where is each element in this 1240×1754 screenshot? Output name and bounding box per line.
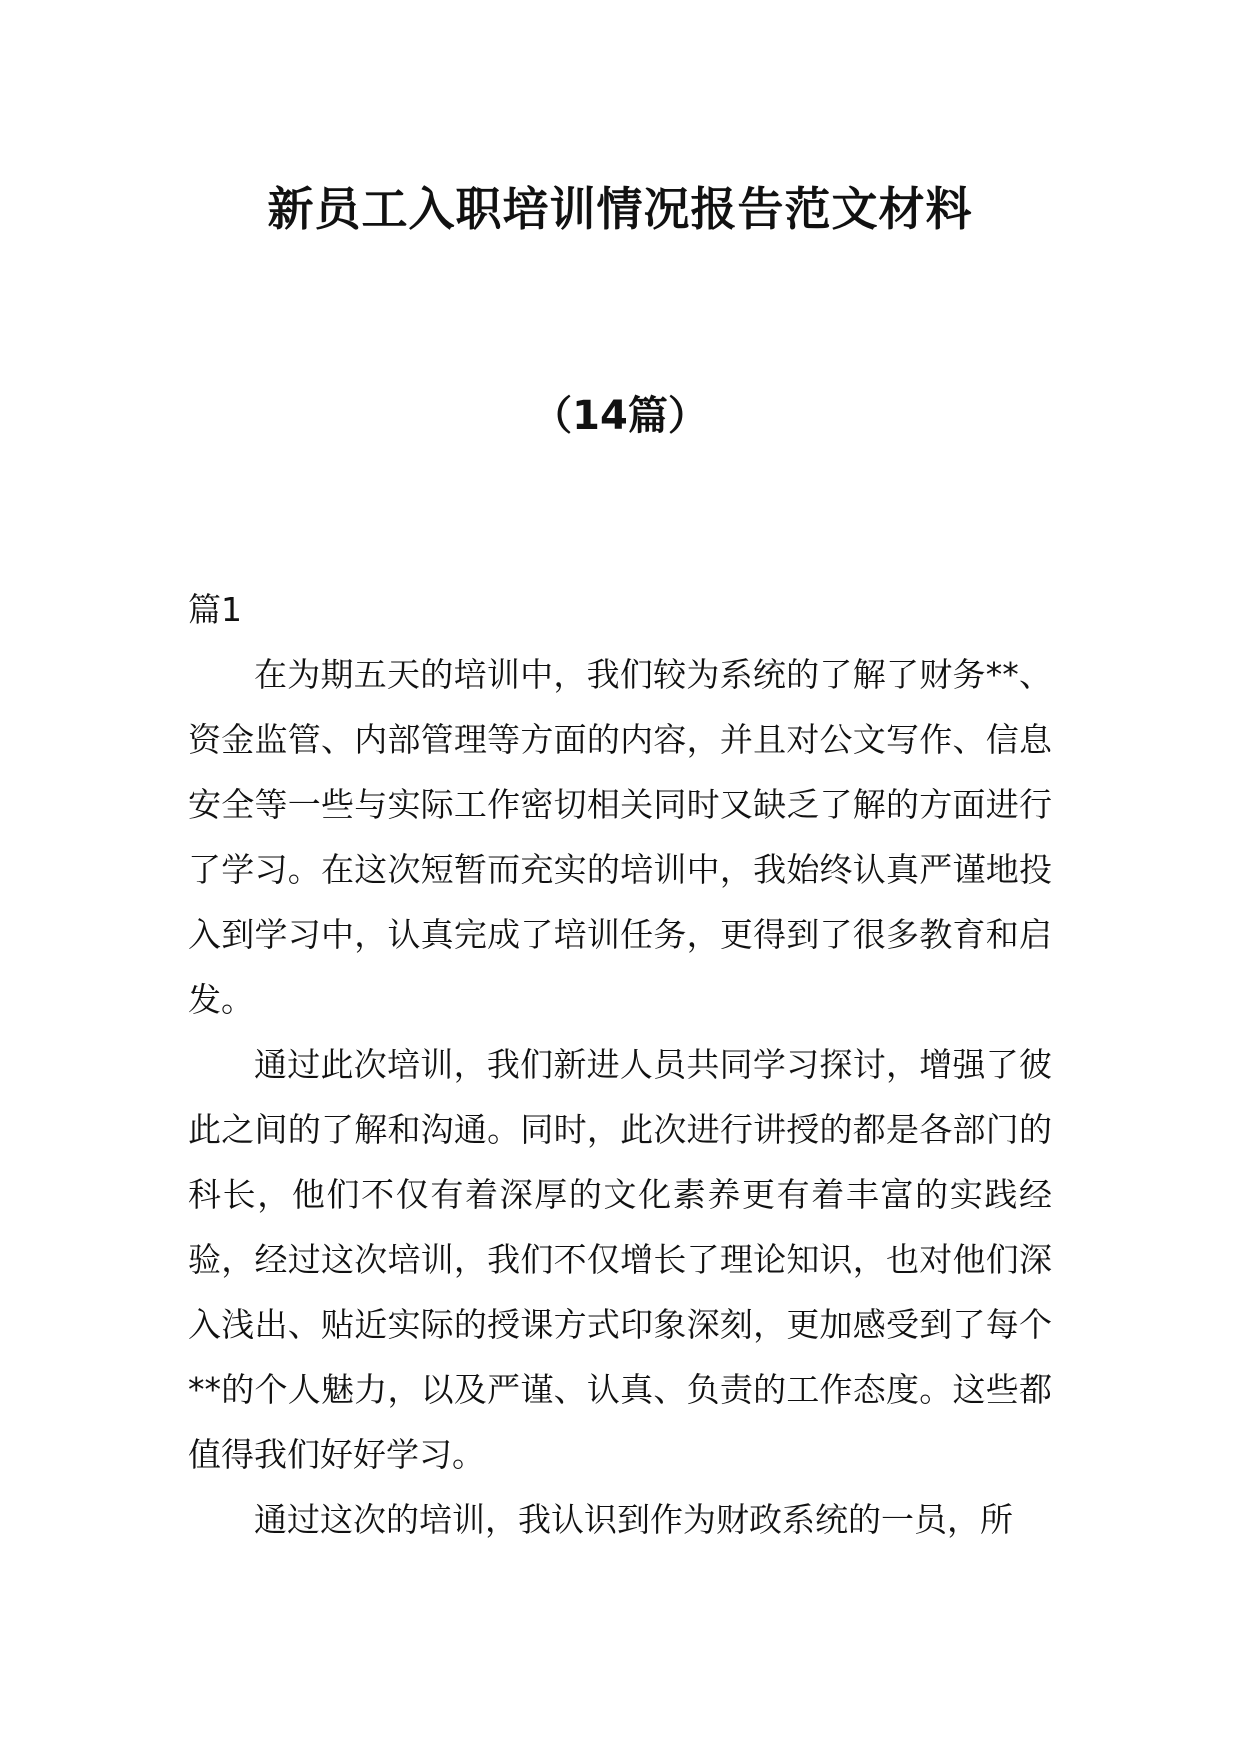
- document-title: 新员工入职培训情况报告范文材料: [267, 182, 973, 236]
- document-body: [188, 577, 1052, 1552]
- paragraph-1: 在为期五天的培训中，我们较为系统的了解了财务**、资金监管、内部管理等方面的内容，并且对公文写作、信息安全等一些与实际工作密切相关同时又缺乏了解的方面进行了学习。在这次短暂而充实的培训中，我始终认真严谨地投入到学习中，认真完成了培训任务，更得到了很多教育和启发。: [188, 655, 1052, 1019]
- paragraph-2: 通过此次培训，我们新进人员共同学习探讨，增强了彼此之间的了解和沟通。同时，此次进行讲授的都是各部门的科长，他们不仅有着深厚的文化素养更有着丰富的实践经验，经过这次培训，我们不仅增长了理论知识，也对他们深入浅出、贴近实际的授课方式印象深刻，更加感受到了每个**的个人魅力，以及严谨、认真、负责的工作态度。这些都值得我们好好学习。: [188, 1045, 1052, 1474]
- section-heading: 篇1: [188, 590, 242, 629]
- document-subtitle: （14篇）: [532, 393, 708, 439]
- paragraph-3: 通过这次的培训，我认识到作为财政系统的一员，所: [254, 1500, 1013, 1539]
